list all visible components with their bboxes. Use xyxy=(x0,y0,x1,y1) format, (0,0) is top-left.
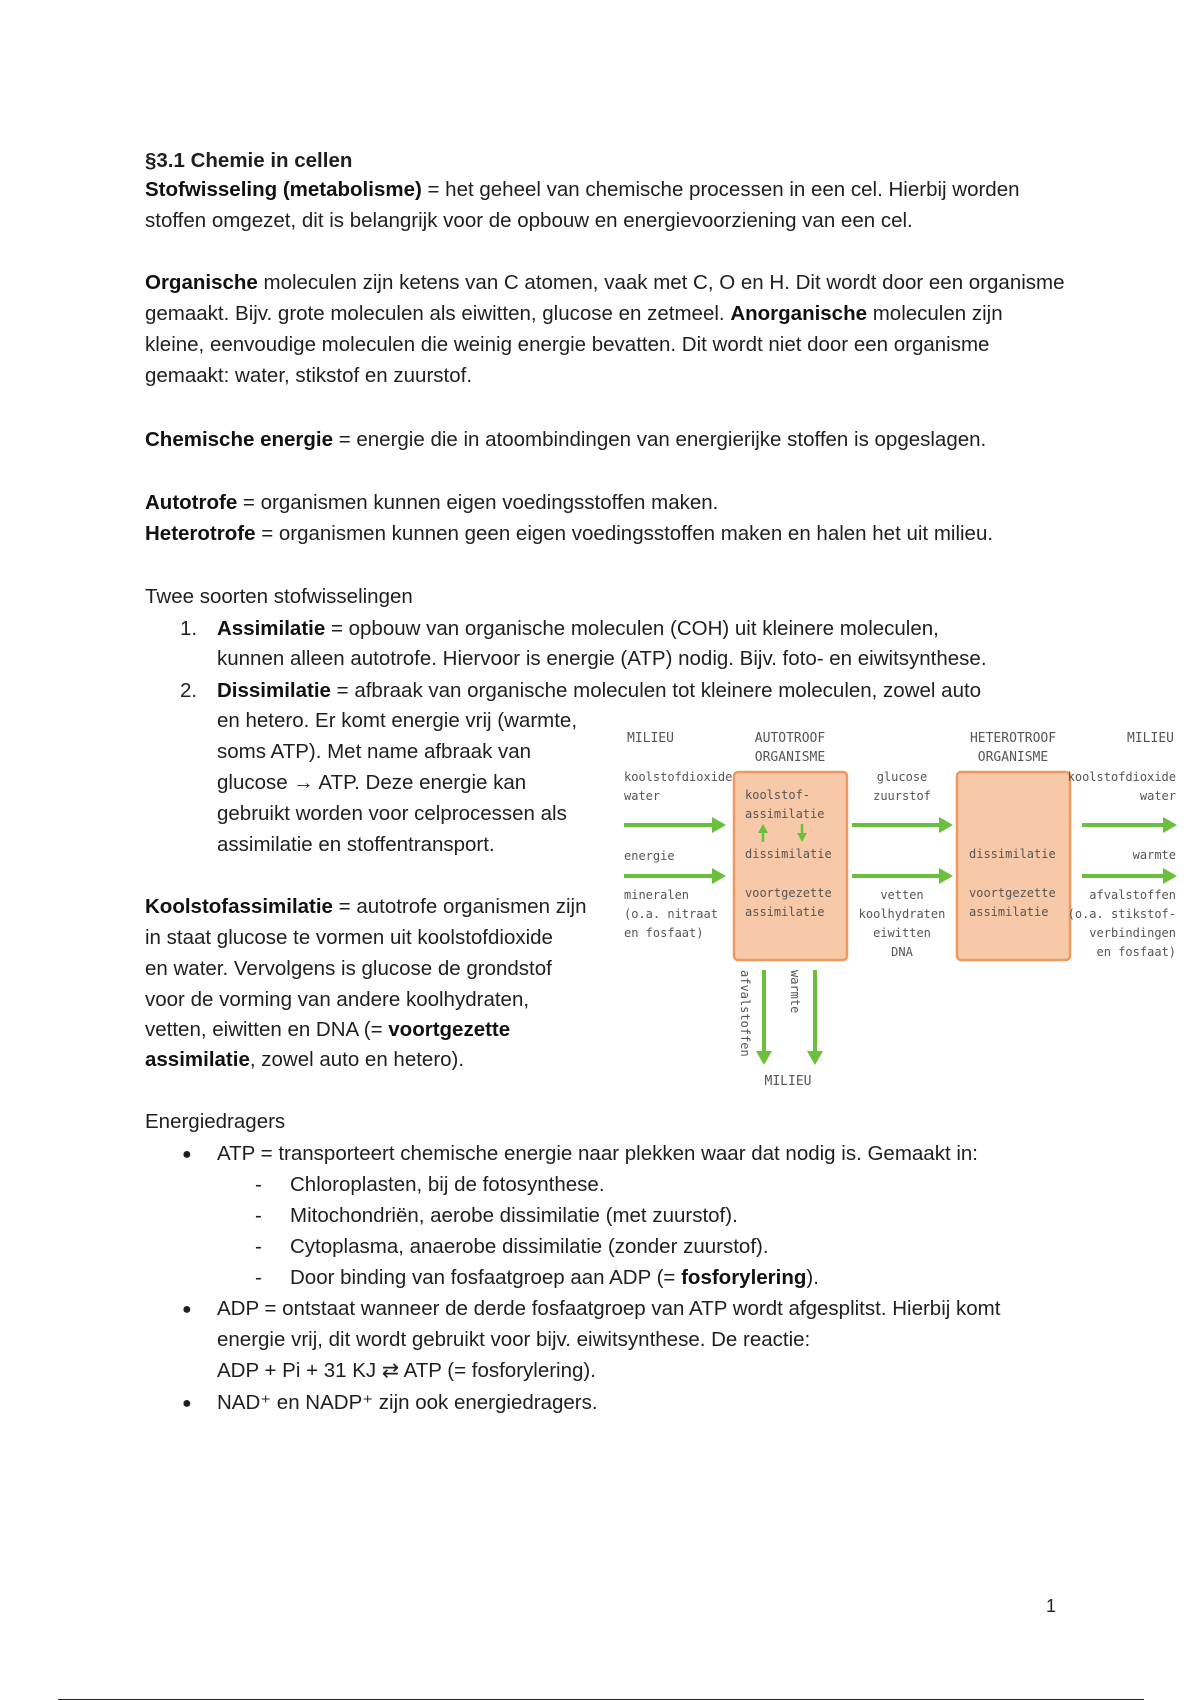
term-fosforylering: fosforylering xyxy=(681,1266,807,1289)
label-o-afvalstoffen-3: verbindingen xyxy=(1089,926,1176,940)
label-milieu-right: MILIEU xyxy=(1127,731,1174,746)
label-milieu-left: MILIEU xyxy=(627,731,674,746)
paragraph-text: , zowel auto en hetero). xyxy=(249,1048,465,1071)
paragraph-line xyxy=(145,1014,510,1045)
label-in-mineralen-3: en fosfaat) xyxy=(624,926,704,940)
paragraph-text: vetten, eiwitten en DNA (= xyxy=(145,1018,389,1041)
sub-item-cytoplasma: Cytoplasma, anaerobe dissimilatie (zonder zuurstof). xyxy=(290,1235,769,1258)
list-item-atp: ATP = transporteert chemische energie naar plekken waar dat nodig is. Gemaakt in: xyxy=(217,1142,978,1165)
definition-text: moleculen zijn kleine, eenvoudige moleculen die weinig energie bevatten. Dit wordt niet door een organisme gemaakt: water, stikstof en zuurstof. xyxy=(145,302,1003,387)
arrow-mid-top xyxy=(852,817,953,833)
sub-item-mitochondrien: Mitochondriën, aerobe dissimilatie (met zuurstof). xyxy=(290,1204,738,1227)
paragraph-organisch xyxy=(145,267,1065,391)
metabolism-diagram xyxy=(612,718,1188,1090)
label-m-dna: DNA xyxy=(891,945,913,959)
label-h-voortgezette: voortgezette xyxy=(969,886,1056,900)
term-voortgezette: voortgezette xyxy=(388,1018,511,1041)
label-o-afvalstoffen-4: en fosfaat) xyxy=(1096,945,1176,959)
definition-text: = organismen kunnen eigen voedingsstoffen maken. xyxy=(237,491,719,514)
label-heterotroof-1: HETEROTROOF xyxy=(969,731,1057,746)
paragraph-autotroof xyxy=(145,487,1065,549)
label-in-mineralen: mineralen xyxy=(624,888,690,902)
term-assimilatie-2: assimilatie xyxy=(145,1048,250,1071)
label-d-warmte: warmte xyxy=(788,970,802,1014)
list-item-line: kunnen alleen autotrofe. Hiervoor is energie (ATP) nodig. Bijv. foto- en eiwitsynthese. xyxy=(217,647,987,670)
definition-text: moleculen zijn ketens van C atomen, vaak met C, O en H. Dit wordt door een organisme gemaakt. Bijv. grote moleculen als eiwitten, glucose en zetmeel. xyxy=(145,271,1065,325)
arrow-out-bottom xyxy=(1082,868,1177,884)
sub-item-fosforylering xyxy=(290,1262,819,1293)
list-number: 1. xyxy=(180,617,198,640)
list-item-nad: NAD⁺ en NADP⁺ zijn ook energiedragers. xyxy=(217,1391,598,1414)
term-stofwisseling: Stofwisseling (metabolisme) xyxy=(145,178,422,201)
sub-item-text: ). xyxy=(806,1266,819,1289)
heterotroof-box xyxy=(957,772,1070,960)
label-m-eiwitten: eiwitten xyxy=(873,926,931,940)
paragraph-chemische-energie xyxy=(145,424,1065,455)
list-heading-energiedragers: Energiedragers xyxy=(145,1110,286,1133)
list-item-assimilatie xyxy=(217,613,939,644)
label-a-voortgezette: voortgezette xyxy=(745,886,832,900)
label-a-dissimilatie: dissimilatie xyxy=(745,847,832,861)
list-item-line: energie vrij, dit wordt gebruikt voor bijv. eiwitsynthese. De reactie: xyxy=(217,1328,811,1351)
term-assimilatie: Assimilatie xyxy=(217,617,326,640)
dash-icon: - xyxy=(255,1173,262,1196)
term-chemische-energie: Chemische energie xyxy=(145,428,333,451)
label-autotroof-1: AUTOTROOF xyxy=(754,731,826,746)
label-o-co2: koolstofdioxide xyxy=(1067,770,1176,784)
arrow-in-top xyxy=(624,817,726,833)
label-in-water: water xyxy=(624,789,661,803)
label-in-co2: koolstofdioxide xyxy=(624,770,733,784)
list-item-dissimilatie xyxy=(217,675,981,706)
list-item-line: en hetero. Er komt energie vrij (warmte, xyxy=(217,709,578,732)
label-d-afvalstoffen: afvalstoffen xyxy=(738,970,752,1057)
label-heterotroof-2: ORGANISME xyxy=(977,750,1049,765)
label-in-mineralen-2: (o.a. nitraat xyxy=(624,907,718,921)
label-o-water: water xyxy=(1139,789,1176,803)
section-title: §3.1 Chemie in cellen xyxy=(145,149,353,172)
label-autotroof-2: ORGANISME xyxy=(754,750,826,765)
definition-text: = organismen kunnen geen eigen voedingsstoffen maken en halen het uit milieu. xyxy=(255,522,994,545)
paragraph-line xyxy=(145,1044,464,1075)
definition-text: = autotrofe organismen zijn xyxy=(332,895,587,918)
label-o-warmte: warmte xyxy=(1132,848,1176,862)
paragraph-koolstofassimilatie xyxy=(145,891,587,922)
list-item-line: glucose → ATP. Deze energie kan xyxy=(217,771,527,794)
term-anorganische: Anorganische xyxy=(730,302,868,325)
label-m-koolhydraten: koolhydraten xyxy=(858,907,946,921)
arrow-mid-bottom xyxy=(852,868,953,884)
definition-text: = energie die in atoombindingen van energierijke stoffen is opgeslagen. xyxy=(333,428,987,451)
label-h-assimilatie: assimilatie xyxy=(969,905,1049,919)
reaction-equation: ADP + Pi + 31 KJ ⇄ ATP (= fosforylering). xyxy=(217,1359,596,1382)
label-o-afvalstoffen: afvalstoffen xyxy=(1089,888,1176,902)
bullet-icon: ● xyxy=(182,1301,192,1318)
paragraph-line: in staat glucose te vormen uit koolstofdioxide xyxy=(145,926,553,949)
label-m-glucose: glucose xyxy=(876,770,928,784)
paragraph-stofwisseling xyxy=(145,174,1065,236)
list-heading-stofwisselingen: Twee soorten stofwisselingen xyxy=(145,585,413,608)
label-in-energie: energie xyxy=(624,849,675,863)
arrow-down-afvalstoffen xyxy=(756,970,772,1065)
dash-icon: - xyxy=(255,1204,262,1227)
term-organische: Organische xyxy=(145,271,258,294)
list-number: 2. xyxy=(180,679,198,702)
list-item-line: gebruikt worden voor celprocessen als xyxy=(217,802,567,825)
arrow-out-top xyxy=(1082,817,1177,833)
sub-item-chloroplasten: Chloroplasten, bij de fotosynthese. xyxy=(290,1173,605,1196)
term-koolstofassimilatie: Koolstofassimilatie xyxy=(145,895,333,918)
list-item-line: assimilatie en stoffentransport. xyxy=(217,833,495,856)
definition-text: = het geheel van chemische processen in een cel. Hierbij worden stoffen omgezet, dit is belangrijk voor de opbouw en energievoorziening van een cel. xyxy=(145,178,1020,232)
bullet-icon: ● xyxy=(182,1395,192,1412)
dash-icon: - xyxy=(255,1235,262,1258)
label-m-zuurstof: zuurstof xyxy=(873,789,931,803)
bullet-icon: ● xyxy=(182,1146,192,1163)
page-number: 1 xyxy=(1046,1596,1057,1616)
label-milieu-bottom: MILIEU xyxy=(764,1074,812,1089)
label-m-vetten: vetten xyxy=(880,888,924,902)
term-autotrofe: Autotrofe xyxy=(145,491,238,514)
label-h-dissimilatie: dissimilatie xyxy=(969,847,1056,861)
arrow-in-bottom xyxy=(624,868,726,884)
paragraph-line: en water. Vervolgens is glucose de grondstof xyxy=(145,957,552,980)
term-dissimilatie: Dissimilatie xyxy=(217,679,331,702)
arrow-down-warmte xyxy=(807,970,823,1065)
label-o-afvalstoffen-2: (o.a. stikstof- xyxy=(1067,907,1176,921)
definition-text: = opbouw van organische moleculen (COH) uit kleinere moleculen, xyxy=(325,617,939,640)
list-item-adp: ADP = ontstaat wanneer de derde fosfaatgroep van ATP wordt afgesplitst. Hierbij komt xyxy=(217,1297,1001,1320)
dash-icon: - xyxy=(255,1266,262,1289)
label-koolstofassimilatie-2: assimilatie xyxy=(745,807,825,821)
list-item-line: soms ATP). Met name afbraak van xyxy=(217,740,532,763)
definition-text: = afbraak van organische moleculen tot kleinere moleculen, zowel auto xyxy=(330,679,982,702)
sub-item-text: Door binding van fosfaatgroep aan ADP (= xyxy=(290,1266,682,1289)
term-heterotrofe: Heterotrofe xyxy=(145,522,256,545)
paragraph-line: voor de vorming van andere koolhydraten, xyxy=(145,988,530,1011)
label-a-assimilatie: assimilatie xyxy=(745,905,825,919)
label-koolstofassimilatie-1: koolstof- xyxy=(745,788,811,802)
